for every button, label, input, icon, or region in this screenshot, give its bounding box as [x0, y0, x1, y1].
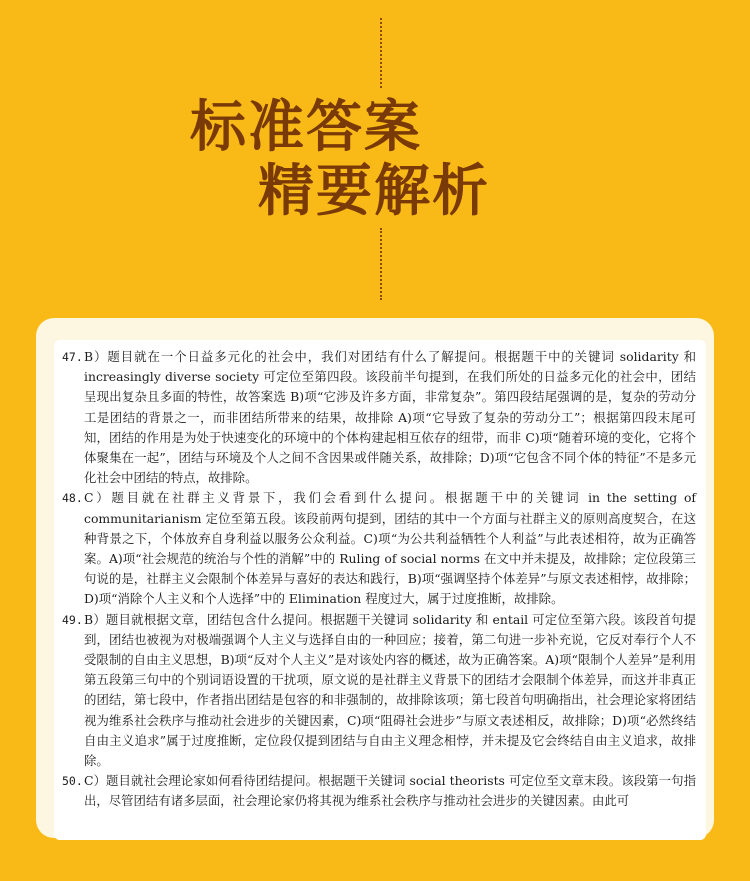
- answer-item-50: [62, 771, 696, 811]
- answer-number: 47.: [62, 350, 83, 364]
- page-subtitle: 精要解析: [258, 159, 490, 224]
- answer-text: B）题目就根据文章，团结包含什么提问。根据题干关键词 solidarity 和 entail 可定位至第六段。该段首句提到，团结也被视为对极端强调个人主义与选择自由的一种回应；接着，第二句进一步补充说，它反对奉行个人不受限制的自由主义思想，B)项“反对个人主义”是对该处内容的概述，故为正确答案。A)项“限制个人差异”是利用第五段第三句中的个别词语设置的干扰项，原文说的是社群主义背景下的团结才会限制个体差异，而这并非真正的团结，第七段中，作者指出团结是包容的和非强制的，故排除该项；第七段首句明确指出，社会理论家将团结视为维系社会秩序与推动社会进步的关键因素，C)项“阻碍社会进步”与原文表述相反，故排除；D)项“必然终结自由主义追求”属于过度推断，定位段仅提到团结与自由主义理念相悖，并未提及它会终结自由主义追求，故排除。: [84, 611, 696, 769]
- page-title: 标准答案: [190, 95, 422, 160]
- answer-number: 49.: [62, 612, 83, 627]
- dotted-divider-top: [380, 18, 382, 88]
- dotted-divider-bottom: [380, 228, 382, 300]
- answer-item-48: [62, 488, 696, 609]
- bottom-fade: [54, 818, 706, 840]
- answer-list: [54, 340, 706, 812]
- answer-card: [54, 340, 706, 840]
- answer-text: C）题目就社会理论家如何看待团结提问。根据题干关键词 social theorists 可定位至文章末段。该段第一句指出，尽管团结有诸多层面，社会理论家仍将其视为维系社会秩序与推动社会进步的关键因素。由此可: [84, 773, 696, 809]
- answer-number: 48.: [62, 491, 83, 506]
- answer-text: B）题目就在一个日益多元化的社会中，我们对团结有什么了解提问。根据题干中的关键词 solidarity 和 increasingly diverse society 可定位至第四段。该段前半句提到，在我们所处的日益多元化的社会中，团结呈现出复杂且多面的特性，故答案选 B)项“它涉及许多方面，非常复杂”。第四段结尾强调的是，复杂的劳动分工是团结的背景之一，而非团结所带来的结果，故排除 A)项“它导致了复杂的劳动分工”；根据第四段末尾可知，团结的作用是为处于快速变化的环境中的个体构建起相互依存的纽带，而非 C)项“随着环境的变化，它将个体聚集在一起”，团结与环境及个人之间不含因果或伴随关系，故排除；D)项“它包含不同个体的特征”不是多元化社会中团结的特点，故排除。: [84, 349, 696, 486]
- answer-text: C）题目就在社群主义背景下，我们会看到什么提问。根据题干中的关键词 in the setting of communitarianism 定位至第五段。该段前两句提到，团结的其中一个方面与社群主义的原则高度契合，在这种背景之下，个体放弃自身利益以服务公众利益。C)项“为公共利益牺牲个人利益”与此表述相符，故为正确答案。A)项“社会规范的统治与个性的消解”中的 Ruling of social norms 在文中并未提及，故排除；定位段第三句说的是，社群主义会限制个体差异与喜好的表达和践行，B)项“强调坚持个体差异”与原文表述相悖，故排除；D)项“消除个人主义和个人选择”中的 Elimination 程度过大，属于过度推断，故排除。: [84, 490, 696, 607]
- answer-number: 50.: [62, 774, 83, 789]
- answer-item-47: [62, 347, 696, 488]
- answer-item-49: [62, 610, 696, 772]
